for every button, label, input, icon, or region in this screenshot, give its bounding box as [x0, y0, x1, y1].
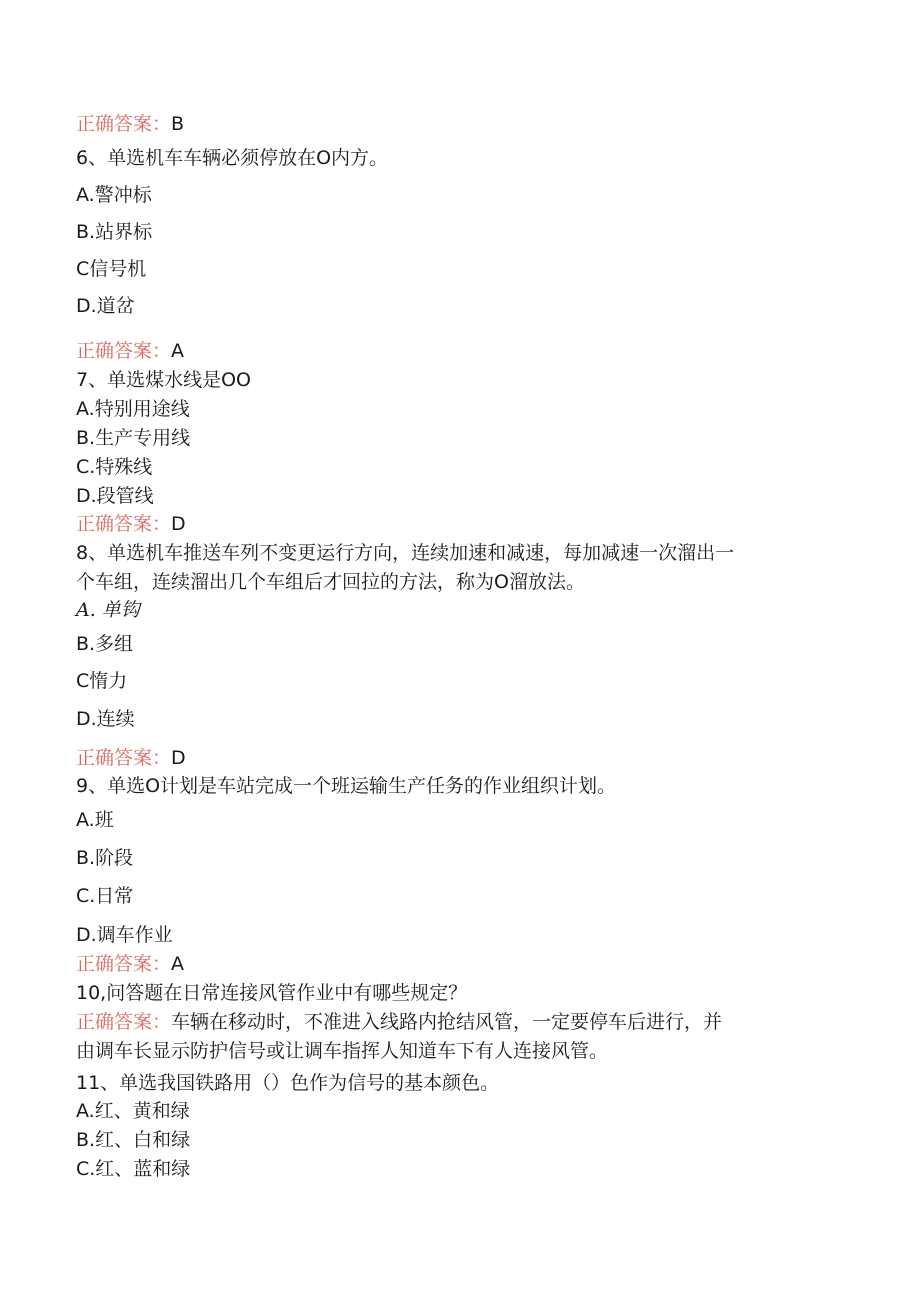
q6-option-c: C信号机	[76, 258, 147, 280]
answer-label: 正确答案：	[76, 1011, 172, 1033]
q6-option-a: A.警冲标	[76, 184, 152, 206]
q9-option-b: B.阶段	[76, 847, 134, 869]
q9-option-a: A.班	[76, 809, 114, 831]
answer-value: D	[171, 747, 186, 769]
q6-option-b: B.站界标	[76, 221, 153, 243]
q9-option-c: C.日常	[76, 885, 134, 907]
q7-option-d: D.段管线	[76, 485, 154, 507]
answer-line-q8	[76, 746, 186, 770]
answer-label: 正确答案：	[76, 113, 172, 135]
answer-label: 正确答案：	[76, 953, 172, 975]
q8-option-b: B.多组	[76, 633, 134, 655]
q11-option-b: B.红、白和绿	[76, 1129, 191, 1151]
q8-option-d: D.连续	[76, 708, 135, 730]
answer-line-q10	[76, 1010, 722, 1034]
answer-value: A	[171, 953, 185, 975]
question-9: 9、单选O计划是车站完成一个班运输生产任务的作业组织计划。	[76, 775, 617, 797]
answer-text-line-1: 车辆在移动时，不准进入线路内抢结风管，一定要停车后进行，并	[171, 1011, 723, 1033]
q11-option-a: A.红、黄和绿	[76, 1100, 190, 1122]
answer-value: A	[171, 340, 185, 362]
q6-option-d: D.道岔	[76, 295, 135, 317]
answer-line-q7	[76, 512, 186, 536]
q9-option-d: D.调车作业	[76, 924, 173, 946]
q7-option-c: C.特殊线	[76, 456, 153, 478]
question-7: 7、单选煤水线是OO	[76, 369, 251, 391]
q8-option-a: A. 单钩	[76, 599, 140, 621]
answer-value: B	[171, 113, 185, 135]
q11-option-c: C.红、蓝和绿	[76, 1158, 191, 1180]
answer-text-line-2: 由调车长显示防护信号或让调车指挥人知道车下有人连接风管。	[76, 1040, 609, 1062]
q7-option-a: A.特别用途线	[76, 398, 190, 420]
answer-line-q5	[76, 112, 184, 136]
q8-option-c: C惰力	[76, 670, 128, 692]
question-6: 6、单选机车车辆必须停放在O内方。	[76, 147, 389, 169]
answer-line-q6	[76, 339, 184, 363]
answer-label: 正确答案：	[76, 747, 172, 769]
question-11: 11、单选我国铁路用（）色作为信号的基本颜色。	[76, 1072, 500, 1094]
answer-value: D	[171, 513, 186, 535]
q7-option-b: B.生产专用线	[76, 427, 191, 449]
answer-label: 正确答案：	[76, 340, 172, 362]
question-10: 10,问答题在日常连接风管作业中有哪些规定？	[76, 982, 468, 1004]
answer-line-q9	[76, 952, 184, 976]
question-8-line-2: 个车组，连续溜出几个车组后才回拉的方法，称为O溜放法。	[76, 571, 585, 593]
question-8-line-1: 8、单选机车推送车列不变更运行方向，连续加速和减速，每加减速一次溜出一	[76, 542, 735, 564]
answer-label: 正确答案：	[76, 513, 172, 535]
